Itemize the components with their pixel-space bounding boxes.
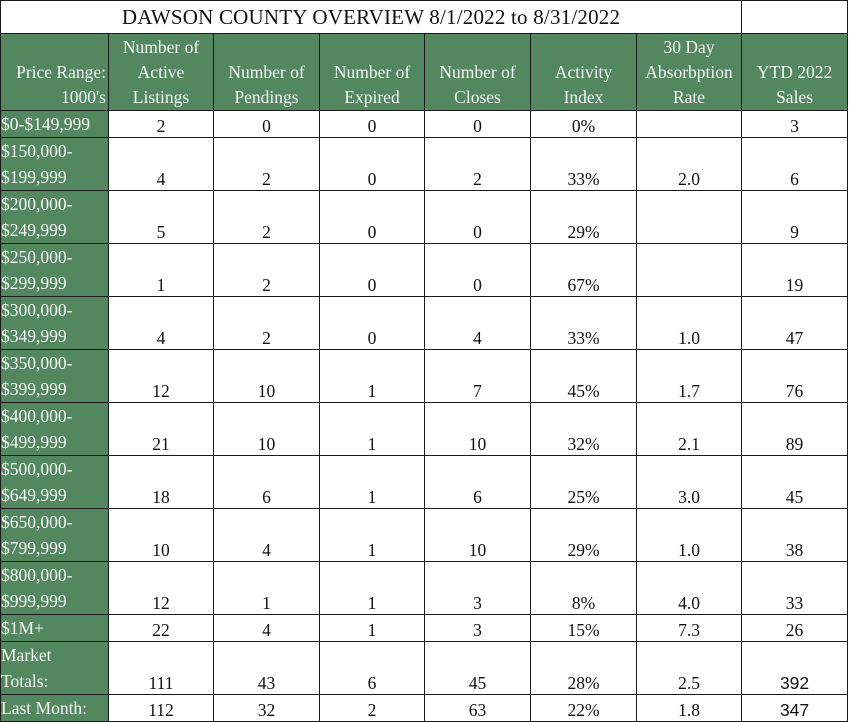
table-cell: 1 [320, 509, 425, 562]
table-cell: 6 [214, 456, 320, 509]
price-range-label: $150,000- $199,999 [1, 138, 109, 191]
table-cell: 33% [531, 297, 637, 350]
price-range-label: $200,000- $249,999 [1, 191, 109, 244]
table-cell: 10 [109, 509, 214, 562]
table-cell: 5 [109, 191, 214, 244]
table-cell: 3.0 [637, 456, 742, 509]
table-cell: 4.0 [637, 562, 742, 615]
table-cell: 10 [425, 509, 531, 562]
table-row [1, 562, 848, 615]
table-cell: 2 [214, 138, 320, 191]
table-cell: 22 [109, 615, 214, 642]
column-header: Activity Index [531, 34, 637, 111]
column-header: Number of Closes [425, 34, 531, 111]
table-cell: 1.0 [637, 297, 742, 350]
column-header: Number of Pendings [214, 34, 320, 111]
price-range-label: $0-$149,999 [1, 111, 109, 138]
column-header: YTD 2022 Sales [742, 34, 848, 111]
title-empty-cell [742, 1, 848, 34]
table-cell: 0 [425, 244, 531, 297]
table-cell: 1 [320, 456, 425, 509]
price-range-label: Last Month: [1, 695, 109, 722]
table-cell: 38 [742, 509, 848, 562]
table-cell: 7 [425, 350, 531, 403]
table-cell: 111 [109, 642, 214, 695]
table-cell: 18 [109, 456, 214, 509]
table-row [1, 111, 848, 138]
table-cell: 6 [742, 138, 848, 191]
table-cell: 1 [320, 350, 425, 403]
table-cell: 392 [742, 642, 848, 695]
price-range-label: $500,000- $649,999 [1, 456, 109, 509]
table-cell: 1 [320, 615, 425, 642]
table-cell: 32% [531, 403, 637, 456]
table-cell: 0% [531, 111, 637, 138]
table-cell: 33% [531, 138, 637, 191]
column-header: 30 Day Absorbption Rate [637, 34, 742, 111]
table-cell: 76 [742, 350, 848, 403]
table-cell: 2.0 [637, 138, 742, 191]
table-cell: 8% [531, 562, 637, 615]
table-row [1, 509, 848, 562]
table-cell: 25% [531, 456, 637, 509]
table-cell: 43 [214, 642, 320, 695]
table-cell: 29% [531, 509, 637, 562]
table-row [1, 191, 848, 244]
table-cell: 347 [742, 695, 848, 722]
price-range-label: $400,000- $499,999 [1, 403, 109, 456]
table-cell: 0 [320, 297, 425, 350]
table-cell: 0 [425, 111, 531, 138]
table-cell: 1.0 [637, 509, 742, 562]
table-cell: 10 [214, 403, 320, 456]
table-cell: 28% [531, 642, 637, 695]
table-cell: 10 [425, 403, 531, 456]
table-cell: 2 [214, 244, 320, 297]
price-range-label: $300,000- $349,999 [1, 297, 109, 350]
table-cell: 45 [742, 456, 848, 509]
table-cell: 3 [742, 111, 848, 138]
table-cell: 12 [109, 562, 214, 615]
table-cell: 1.7 [637, 350, 742, 403]
table-row [1, 695, 848, 722]
table-cell: 15% [531, 615, 637, 642]
price-range-label: $650,000- $799,999 [1, 509, 109, 562]
table-cell: 21 [109, 403, 214, 456]
table-cell [637, 244, 742, 297]
table-cell: 33 [742, 562, 848, 615]
table-row [1, 615, 848, 642]
table-cell: 2 [109, 111, 214, 138]
table-cell: 2.5 [637, 642, 742, 695]
table-cell: 89 [742, 403, 848, 456]
table-row [1, 403, 848, 456]
table-cell: 0 [320, 244, 425, 297]
table-cell: 19 [742, 244, 848, 297]
table-cell: 63 [425, 695, 531, 722]
table-cell: 0 [320, 191, 425, 244]
price-range-label: $350,000- $399,999 [1, 350, 109, 403]
table-cell: 2 [320, 695, 425, 722]
table-cell: 22% [531, 695, 637, 722]
table-cell: 2 [214, 297, 320, 350]
table-cell: 0 [320, 111, 425, 138]
table-cell: 2 [214, 191, 320, 244]
report-title: DAWSON COUNTY OVERVIEW 8/1/2022 to 8/31/2022 [1, 1, 742, 34]
table-cell: 2 [425, 138, 531, 191]
table-row [1, 297, 848, 350]
table-cell: 9 [742, 191, 848, 244]
price-range-label: Market Totals: [1, 642, 109, 695]
table-cell: 6 [425, 456, 531, 509]
table-cell: 32 [214, 695, 320, 722]
table-cell [637, 111, 742, 138]
table-row [1, 244, 848, 297]
table-cell: 12 [109, 350, 214, 403]
price-range-label: $1M+ [1, 615, 109, 642]
table-cell: 4 [109, 138, 214, 191]
table-cell: 7.3 [637, 615, 742, 642]
table-cell: 1 [320, 403, 425, 456]
table-cell: 45 [425, 642, 531, 695]
table-cell: 3 [425, 615, 531, 642]
table-row [1, 456, 848, 509]
table-cell: 3 [425, 562, 531, 615]
table-cell: 1 [214, 562, 320, 615]
table-cell: 4 [425, 297, 531, 350]
table-cell: 0 [214, 111, 320, 138]
column-header: Price Range: 1000's [1, 34, 109, 111]
table-cell: 67% [531, 244, 637, 297]
table-cell: 112 [109, 695, 214, 722]
table-cell: 1 [320, 562, 425, 615]
table-cell: 4 [214, 509, 320, 562]
table-cell: 1.8 [637, 695, 742, 722]
table-row [1, 350, 848, 403]
table-cell [637, 191, 742, 244]
table-cell: 6 [320, 642, 425, 695]
header-row [1, 34, 848, 111]
table-cell: 4 [214, 615, 320, 642]
table-cell: 45% [531, 350, 637, 403]
table-cell: 4 [109, 297, 214, 350]
table-cell: 10 [214, 350, 320, 403]
column-header: Number of Expired [320, 34, 425, 111]
table-cell: 26 [742, 615, 848, 642]
table-cell: 0 [320, 138, 425, 191]
table-cell: 2.1 [637, 403, 742, 456]
table-cell: 29% [531, 191, 637, 244]
price-range-label: $800,000- $999,999 [1, 562, 109, 615]
table-cell: 47 [742, 297, 848, 350]
table-cell: 0 [425, 191, 531, 244]
price-range-label: $250,000- $299,999 [1, 244, 109, 297]
column-header: Number of Active Listings [109, 34, 214, 111]
table-row [1, 642, 848, 695]
table-cell: 1 [109, 244, 214, 297]
table-row [1, 138, 848, 191]
